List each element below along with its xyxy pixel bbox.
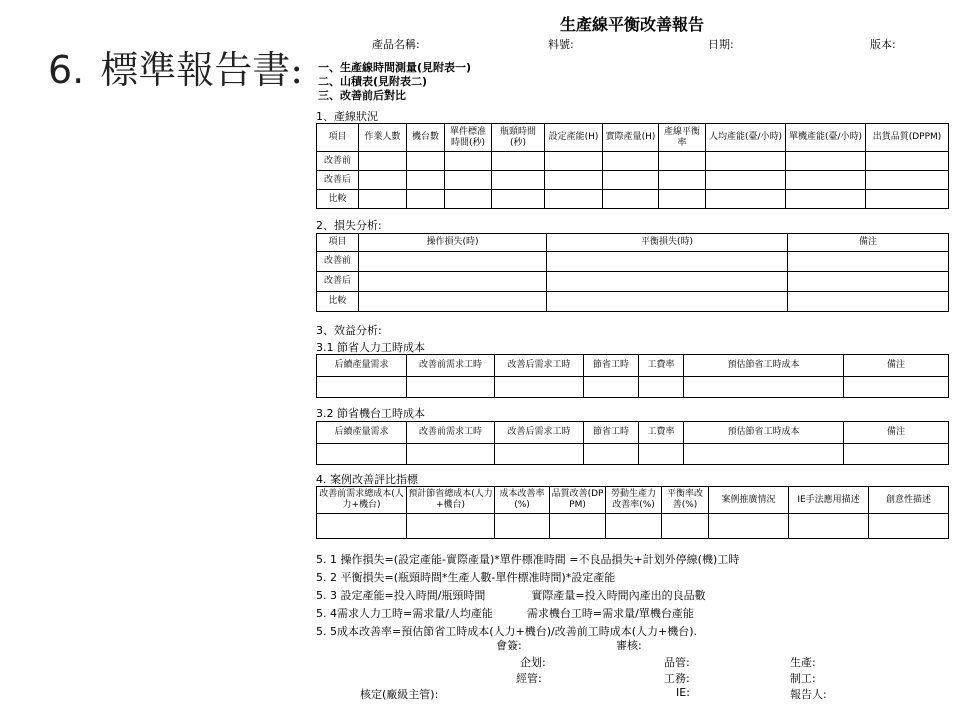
slide-title (48, 48, 303, 92)
note-5: 5. 5成本改善率=預估節省工時成本(人力+機台)/改善前工時成本(人力+機台). (316, 625, 698, 638)
line-status-table (316, 123, 949, 209)
signoff-reporter: 報告人: (790, 688, 827, 701)
signoff-production: 生產: (790, 656, 816, 669)
meta-date: 日期: (708, 38, 734, 51)
signoff-review: 審核: (616, 639, 642, 652)
formula-notes (316, 551, 739, 641)
header-cell: 改善前需求工時 (407, 422, 495, 444)
meta-product: 產品名稱: (372, 38, 420, 51)
case-evaluation-table (316, 486, 949, 539)
header-cell: 設定產能(H) (545, 124, 603, 152)
table-row (317, 272, 949, 292)
header-cell: 預計節省總成本(人力+機台) (407, 487, 495, 514)
table-header-row (317, 355, 949, 377)
header-cell: 改善后需求工時 (495, 422, 584, 444)
machine-cost-table (316, 421, 949, 465)
table-row (317, 377, 949, 398)
signoff-planning: 企划: (520, 656, 546, 669)
header-cell: 備注 (844, 355, 949, 377)
table-row (317, 190, 949, 209)
section-3-label: 3、效益分析: (316, 324, 382, 337)
header-cell: IE手法應用描述 (789, 487, 869, 514)
section-3-2-label: 3.2 節省機台工時成本 (316, 407, 425, 420)
header-cell: 機台數 (407, 124, 445, 152)
outline-item-1: 一、生產線時間測量(見附表一) (318, 61, 472, 74)
row-label: 改善后 (317, 171, 359, 190)
meta-version: 版本: (870, 38, 896, 51)
header-cell: 工費率 (639, 355, 684, 377)
table-row (317, 171, 949, 190)
table-row (317, 444, 949, 465)
header-cell: 節省工時 (584, 355, 639, 377)
header-cell: 實際產量(H) (603, 124, 659, 152)
note-1: 5. 1 操作損失=(設定產能-實際產量)*單件標准時間 =不良品損失+計划外停線(機)工時 (316, 553, 740, 566)
outline-item-3: 三、改善前后對比 (318, 89, 406, 102)
row-label: 改善前 (317, 152, 359, 171)
header-cell: 成本改善率(%) (495, 487, 550, 514)
header-cell: 人均產能(臺/小時) (706, 124, 786, 152)
section-1-label: 1、產線狀況 (316, 110, 378, 123)
header-cell: 改善前需求工時 (407, 355, 495, 377)
outline (318, 61, 471, 103)
header-cell: 品質改善(DPPM) (550, 487, 606, 514)
report-document (314, 0, 950, 720)
table-row (317, 292, 949, 312)
header-cell: 平衡率改善(%) (662, 487, 709, 514)
table-header-row (317, 422, 949, 444)
signoff-manufacturing: 制工: (790, 672, 816, 685)
header-cell: 瓶頸時間(秒) (492, 124, 545, 152)
meta-part-no: 料號: (548, 38, 574, 51)
header-cell: 預估節省工時成本 (684, 355, 844, 377)
signoff-approval: 核定(廠級主管): (360, 688, 439, 701)
note-3a: 5. 3 設定產能=投入時間/瓶頸時間 (316, 589, 486, 602)
table-header-row (317, 487, 949, 514)
table-header-row (317, 124, 949, 152)
header-cell: 案例推廣情況 (709, 487, 789, 514)
table-row (317, 514, 949, 539)
header-cell: 作業人數 (359, 124, 407, 152)
note-2: 5. 2 平衡損失=(瓶頸時間*生產人數-單件標准時間)*設定產能 (316, 571, 616, 584)
header-cell: 預估節省工時成本 (684, 422, 844, 444)
header-cell: 產線平衡率 (659, 124, 706, 152)
loss-analysis-table (316, 233, 949, 312)
note-3b: 實際產量=投入時間內產出的良品數 (531, 589, 706, 602)
outline-item-2: 二、山積表(見附表二) (318, 75, 428, 88)
header-cell: 備注 (844, 422, 949, 444)
section-2-label: 2、損失分析: (316, 219, 382, 232)
signoff-ie: IE: (676, 686, 690, 699)
signoff-engineering: 工務: (664, 672, 690, 685)
section-4-label: 4. 案例改善評比指標 (316, 473, 418, 486)
table-row (317, 252, 949, 272)
note-3 (316, 587, 739, 605)
signoff-countersign: 會簽: (496, 639, 522, 652)
header-cell: 單件標准時間(秒) (445, 124, 492, 152)
header-cell: 出貨品質(DPPM) (866, 124, 949, 152)
note-4a: 5. 4需求人力工時=需求量/人均產能 (316, 607, 493, 620)
row-label: 比較 (317, 292, 359, 312)
signoff-qc: 品管: (664, 656, 690, 669)
table-header-row (317, 234, 949, 252)
header-cell: 改善后需求工時 (495, 355, 584, 377)
signoff-operations: 經管: (516, 672, 542, 685)
slide-heading: 標準報告書: (100, 48, 304, 92)
table-row (317, 152, 949, 171)
row-label: 比較 (317, 190, 359, 209)
header-cell: 操作損失(時) (359, 234, 547, 252)
header-cell: 工費率 (639, 422, 684, 444)
slide-number: 6. (48, 48, 85, 92)
section-3-1-label: 3.1 節省人力工時成本 (316, 341, 425, 354)
header-cell: 改善前需求總成本(人力+機台) (317, 487, 407, 514)
note-4 (316, 605, 739, 623)
header-cell: 創意性描述 (869, 487, 949, 514)
header-cell: 后續產量需求 (317, 355, 407, 377)
row-label: 改善前 (317, 252, 359, 272)
header-cell: 勞動生產力改善率(%) (606, 487, 662, 514)
row-label: 改善后 (317, 272, 359, 292)
header-cell: 項目 (317, 234, 359, 252)
header-cell: 后續產量需求 (317, 422, 407, 444)
header-cell: 項目 (317, 124, 359, 152)
header-cell: 備注 (788, 234, 949, 252)
report-title: 生產線平衡改善報告 (559, 15, 704, 34)
header-cell: 平衡損失(時) (547, 234, 788, 252)
header-cell: 節省工時 (584, 422, 639, 444)
labor-cost-table (316, 354, 949, 398)
note-4b: 需求機台工時=需求量/單機台產能 (526, 607, 694, 620)
header-cell: 單機產能(臺/小時) (786, 124, 866, 152)
